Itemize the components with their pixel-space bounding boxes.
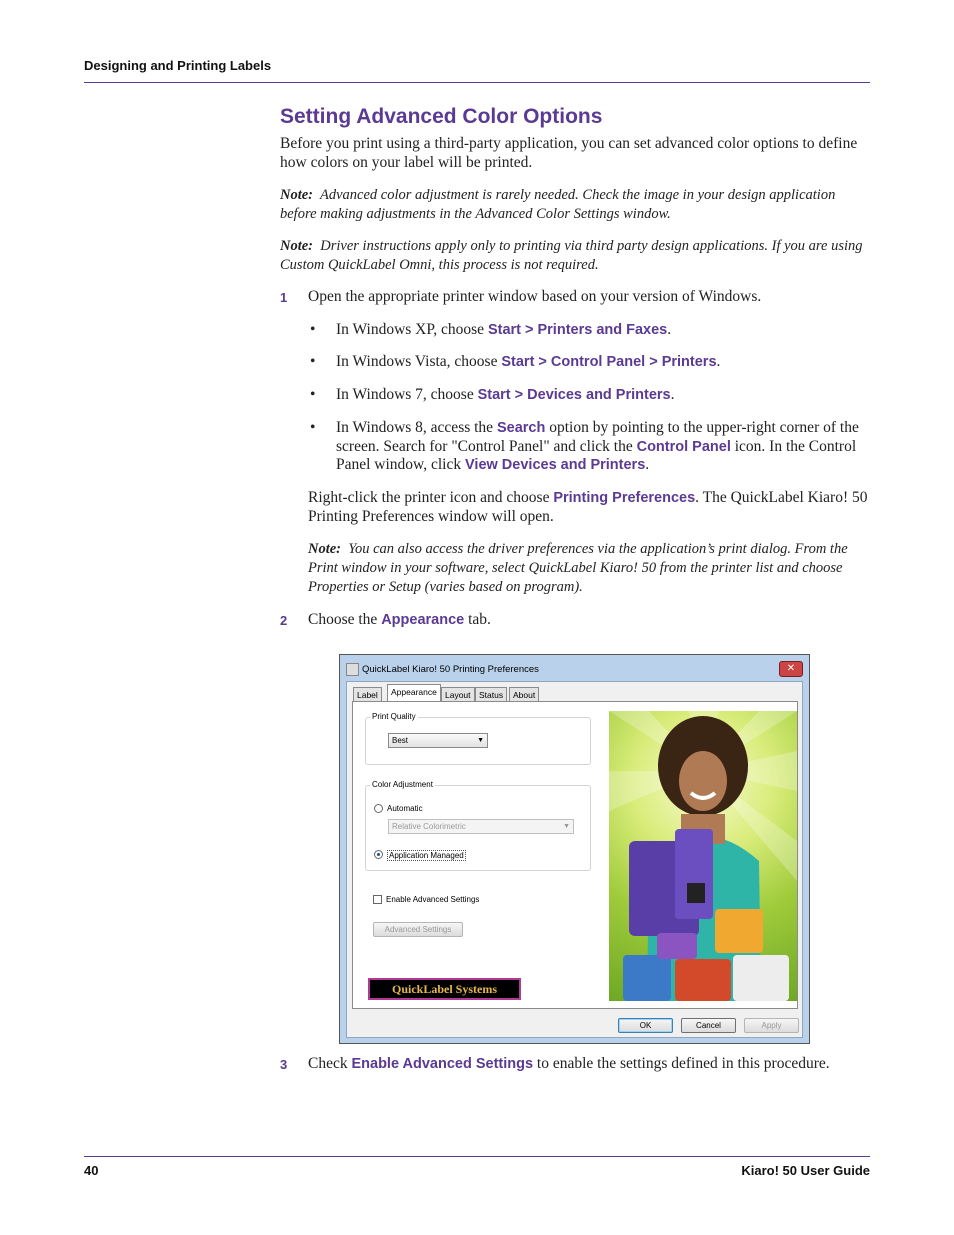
bullet-win7-pre: In Windows 7, choose xyxy=(336,386,478,403)
note-1 xyxy=(280,186,872,224)
bullet-vista-post: . xyxy=(716,353,721,370)
print-quality-select[interactable] xyxy=(388,733,488,748)
bullet-win8-mid: option by pointing to the upper-right corner of the screen. Search for "Control Panel" and click the xyxy=(336,419,859,455)
bullet-vista xyxy=(336,353,872,372)
bullet-win8 xyxy=(336,419,872,475)
tab-appearance[interactable]: Appearance xyxy=(387,684,441,701)
ok-button[interactable]: OK xyxy=(618,1018,673,1033)
guide-title: Kiaro! 50 User Guide xyxy=(741,1163,870,1178)
chevron-down-icon: ▼ xyxy=(477,737,484,744)
step-3-pre: Check xyxy=(308,1055,352,1072)
print-quality-group xyxy=(365,712,591,765)
note-2-text: Driver instructions apply only to printing via third party design applications. If you are using Custom QuickLabel Omni, this process is not required. xyxy=(280,238,863,273)
application-managed-label: Application Managed xyxy=(389,851,464,860)
running-header: Designing and Printing Labels xyxy=(84,58,272,73)
apply-button[interactable]: Apply xyxy=(744,1018,799,1033)
followup-ui: Printing Preferences xyxy=(553,490,696,506)
tab-label[interactable]: Label xyxy=(353,687,382,701)
printer-icon xyxy=(346,663,359,676)
step-3-ui: Enable Advanced Settings xyxy=(351,1056,534,1072)
tab-about[interactable]: About xyxy=(509,687,539,701)
bullet-xp-ui: Start > Printers and Faxes xyxy=(487,322,668,338)
automatic-radio[interactable] xyxy=(374,804,383,813)
bullet-win8-ui3: View Devices and Printers xyxy=(465,457,646,473)
step-2-pre: Choose the xyxy=(308,611,382,628)
bullet-xp-post: . xyxy=(667,321,672,338)
step-2-number: 2 xyxy=(280,613,288,628)
bullet-xp-pre: In Windows XP, choose xyxy=(336,321,488,338)
note-3 xyxy=(308,540,872,597)
dialog-body xyxy=(346,681,803,1038)
note-1-text: Advanced color adjustment is rarely needed. Check the image in your design application before making adjustments in the Advanced Color Settings window. xyxy=(280,187,836,222)
close-icon[interactable]: ✕ xyxy=(779,661,803,677)
note-2-label: Note: xyxy=(280,238,314,254)
bullet-win7-ui: Start > Devices and Printers xyxy=(477,387,671,403)
colorimetric-value: Relative Colorimetric xyxy=(392,822,466,831)
step-2-post: tab. xyxy=(464,611,491,628)
color-adjustment-label: Color Adjustment xyxy=(372,780,433,789)
appearance-panel xyxy=(352,701,798,1009)
bullet-win8-post: . xyxy=(645,456,650,473)
printing-preferences-dialog xyxy=(339,654,810,1044)
header-rule xyxy=(84,82,870,83)
color-adjustment-group xyxy=(365,780,591,871)
product-photo-illustration xyxy=(609,711,797,1001)
cancel-button[interactable]: Cancel xyxy=(681,1018,736,1033)
bullet-xp xyxy=(336,321,872,340)
bullet-win8-pre: In Windows 8, access the xyxy=(336,419,497,436)
chevron-down-icon: ▼ xyxy=(563,823,570,830)
application-managed-radio[interactable] xyxy=(374,850,383,859)
note-3-text: You can also access the driver preferences via the application’s print dialog. From the Print window in your software, select QuickLabel Kiaro! 50 from the printer list and choose Properties or Setup (varies based on program). xyxy=(308,541,848,595)
bullet-win8-mid2: icon. In the Control Panel window, click xyxy=(336,437,857,473)
followup-post: . The QuickLabel Kiaro! 50 Printing Preferences window will open. xyxy=(308,489,868,525)
step-2-ui: Appearance xyxy=(381,612,465,628)
page-title: Setting Advanced Color Options xyxy=(280,105,603,128)
print-quality-value: Best xyxy=(392,736,409,745)
bullet-marker: • xyxy=(310,321,316,338)
bullet-marker: • xyxy=(310,419,316,436)
note-2 xyxy=(280,237,872,275)
dialog-title: QuickLabel Kiaro! 50 Printing Preferences xyxy=(362,664,539,675)
print-quality-label: Print Quality xyxy=(372,712,416,721)
bullet-vista-pre: In Windows Vista, choose xyxy=(336,353,502,370)
colorimetric-select[interactable] xyxy=(388,819,574,834)
step-2-text xyxy=(308,611,872,630)
note-3-label: Note: xyxy=(308,541,342,557)
enable-advanced-label: Enable Advanced Settings xyxy=(386,895,480,904)
intro-paragraph: Before you print using a third-party application, you can set advanced color options to define how colors on your label will be printed. xyxy=(280,135,858,171)
product-photo xyxy=(609,711,797,1001)
bullet-win7-post: . xyxy=(670,386,675,403)
tab-status[interactable]: Status xyxy=(475,687,507,701)
enable-advanced-checkbox[interactable] xyxy=(373,895,382,904)
footer-rule xyxy=(84,1156,870,1157)
note-1-label: Note: xyxy=(280,187,314,203)
step-3-text xyxy=(308,1055,872,1074)
page-number: 40 xyxy=(84,1163,99,1178)
step-3-post: to enable the settings defined in this procedure. xyxy=(533,1055,830,1072)
bullet-win8-ui2: Control Panel xyxy=(636,438,731,455)
advanced-settings-button[interactable]: Advanced Settings xyxy=(373,922,463,937)
step-3-number: 3 xyxy=(280,1057,288,1072)
bullet-marker: • xyxy=(310,386,316,403)
bullet-win8-ui: Search xyxy=(496,420,546,436)
step-1-followup xyxy=(308,489,872,526)
followup-pre: Right-click the printer icon and choose xyxy=(308,489,554,506)
automatic-label: Automatic xyxy=(387,804,423,813)
quicklabel-logo: QuickLabel Systems xyxy=(368,978,521,1000)
bullet-win7 xyxy=(336,386,872,405)
tab-layout[interactable]: Layout xyxy=(441,687,475,701)
bullet-marker: • xyxy=(310,353,316,370)
step-1-text: Open the appropriate printer window based on your version of Windows. xyxy=(308,288,762,305)
step-1-number: 1 xyxy=(280,290,288,305)
bullet-vista-ui: Start > Control Panel > Printers xyxy=(501,354,717,370)
